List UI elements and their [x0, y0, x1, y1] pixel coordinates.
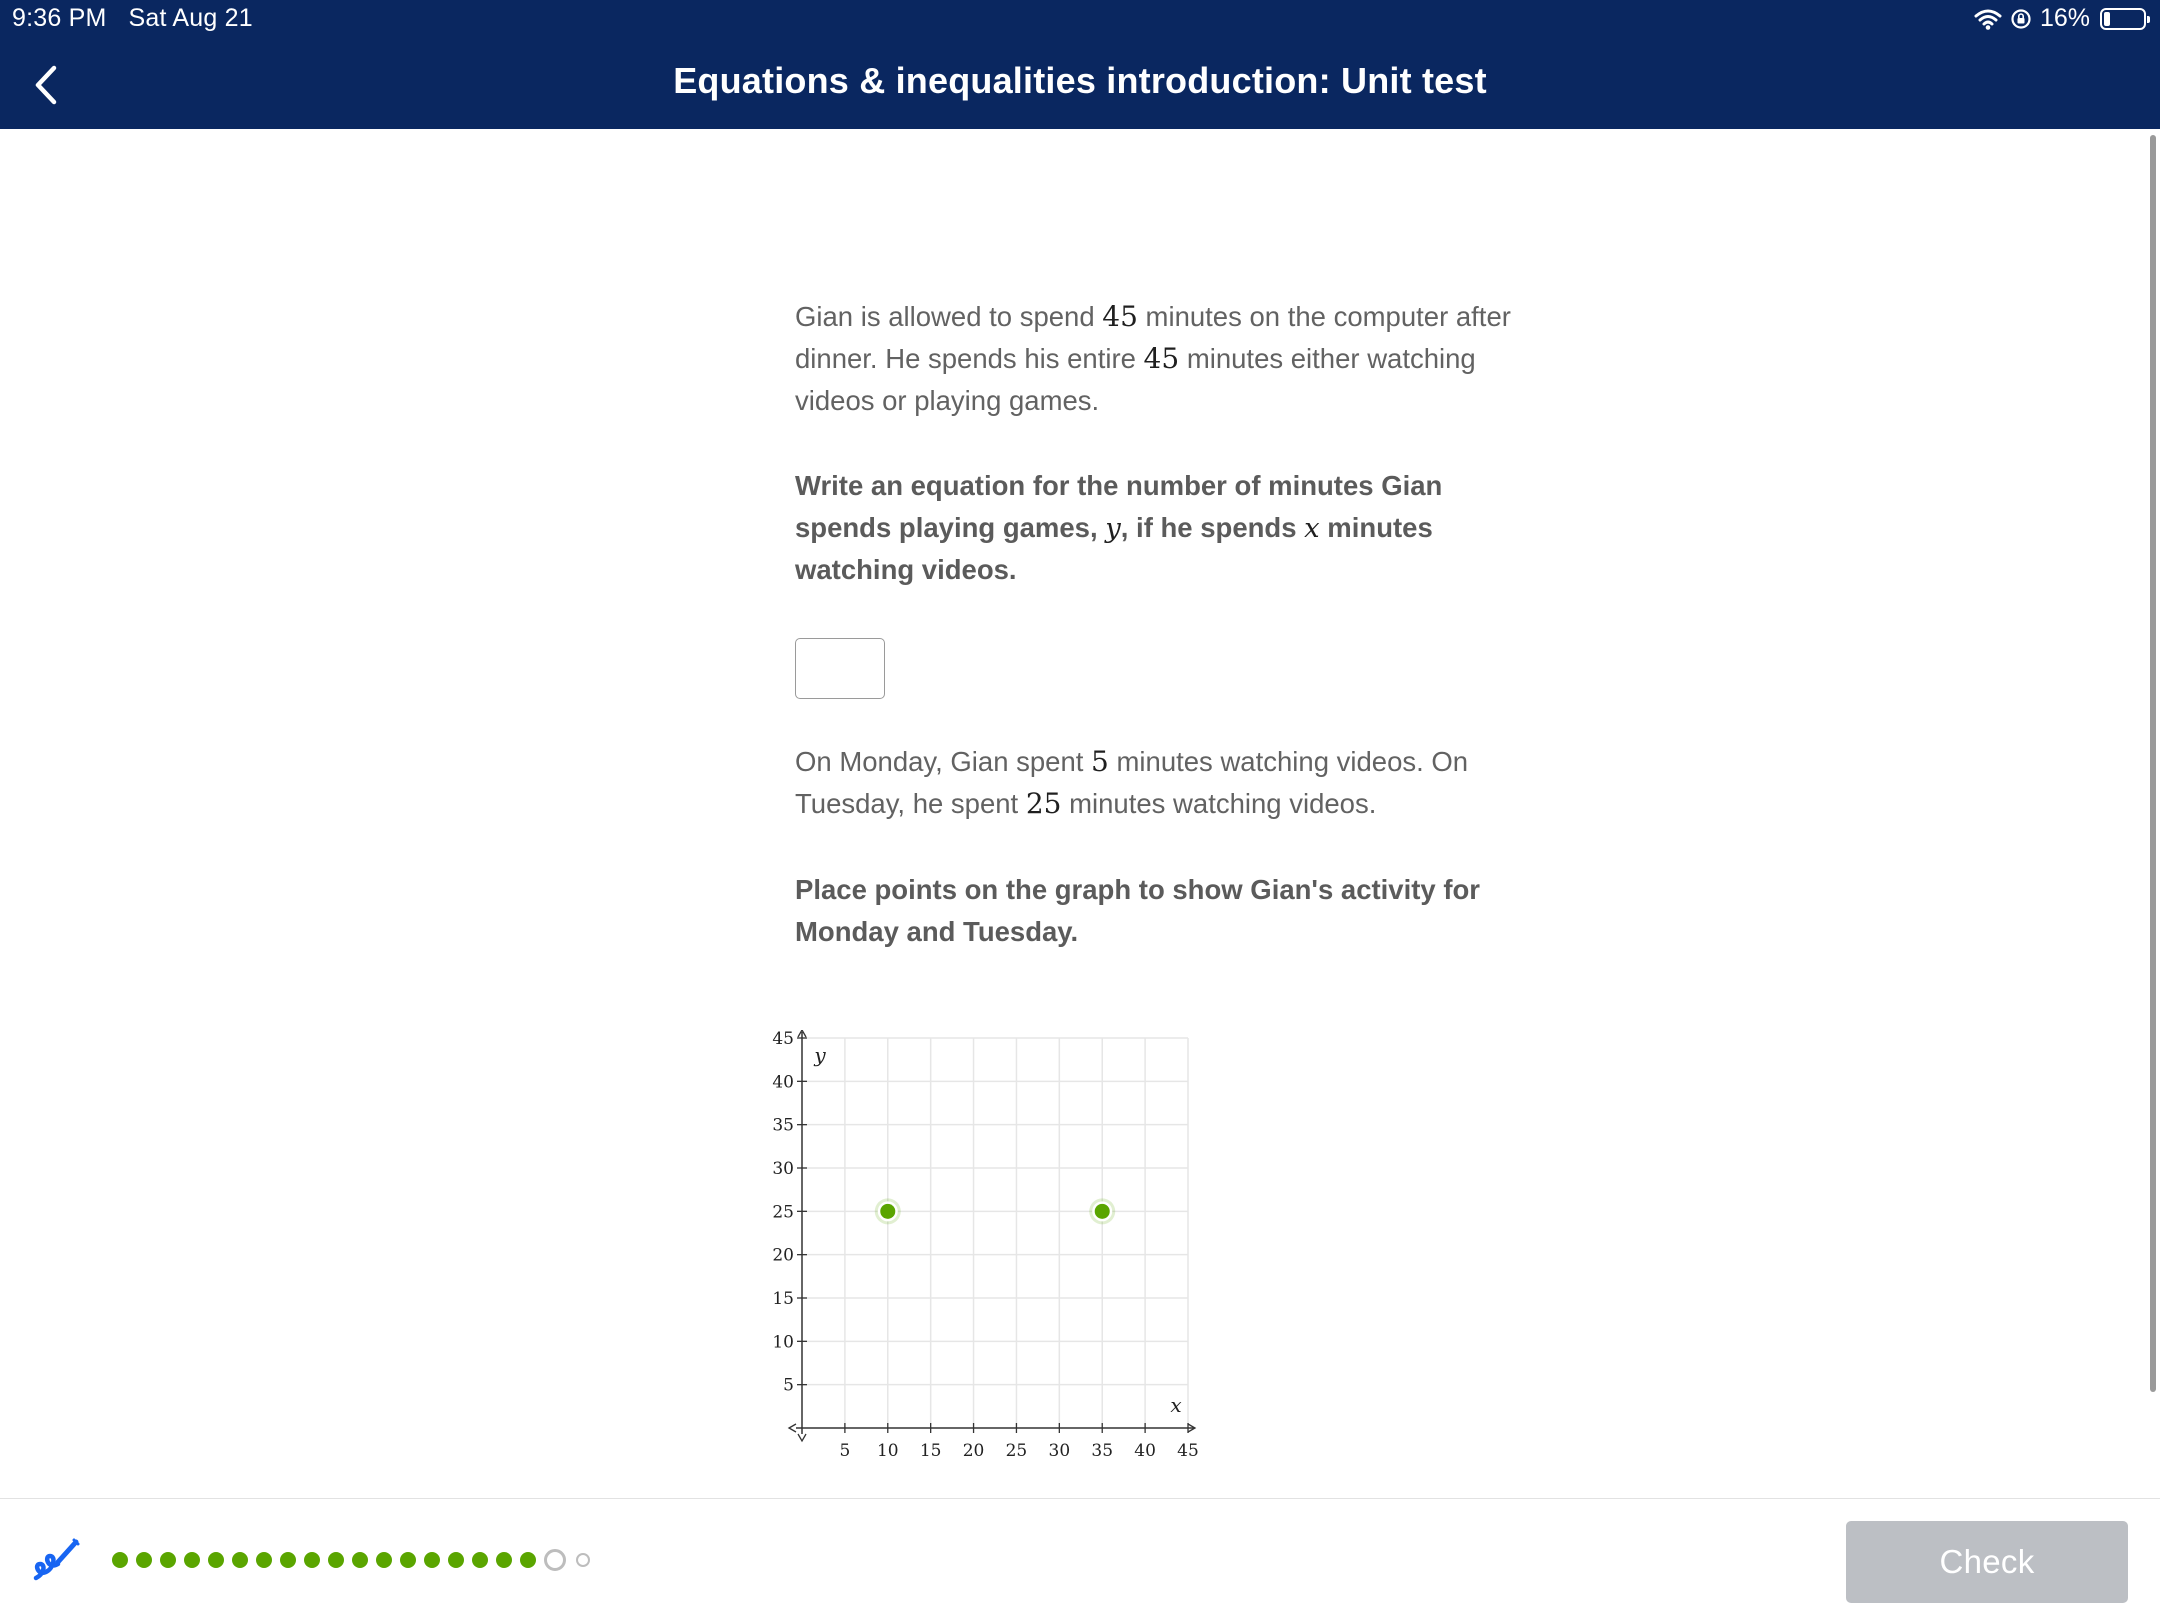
coordinate-graph[interactable]: [760, 1030, 1210, 1470]
battery-fill: [2104, 12, 2110, 26]
x-tick-label: 20: [962, 1441, 985, 1461]
y-tick-label: 25: [772, 1202, 794, 1223]
progress-dot-completed: [328, 1552, 344, 1568]
progress-dot-completed: [184, 1552, 200, 1568]
x-tick-label: 10: [876, 1441, 899, 1461]
page-title: Equations & inequalities introduction: Unit test: [673, 60, 1487, 101]
progress-dot-completed: [400, 1552, 416, 1568]
scrollbar[interactable]: [2150, 135, 2156, 1392]
equation-answer-input[interactable]: [795, 638, 885, 699]
x-tick-label: 40: [1134, 1441, 1156, 1461]
graph-point[interactable]: [1095, 1204, 1110, 1219]
x-axis-arrow-negative: [789, 1424, 796, 1432]
x-axis-label: x: [1170, 1393, 1182, 1417]
progress-dot-completed: [448, 1552, 464, 1568]
math-number: 45: [1143, 342, 1180, 375]
progress-dot-completed: [472, 1552, 488, 1568]
math-number: 25: [1025, 787, 1062, 820]
progress-dot-completed: [160, 1552, 176, 1568]
progress-dot-current: [544, 1549, 566, 1571]
x-tick-label: 15: [919, 1441, 942, 1461]
x-tick-label: 25: [1005, 1441, 1028, 1461]
y-axis-label: y: [814, 1043, 826, 1067]
top-bar: [0, 0, 2160, 129]
math-variable: y: [1105, 512, 1121, 544]
y-tick-label: 10: [772, 1332, 794, 1353]
footer-divider: [0, 1498, 2160, 1499]
progress-dot-completed: [256, 1552, 272, 1568]
progress-dot-completed: [520, 1552, 536, 1568]
question-content: [795, 296, 1515, 953]
status-bar-right: [1974, 4, 2146, 33]
orientation-lock-icon: [2010, 8, 2032, 30]
math-number: 5: [1091, 745, 1109, 778]
progress-dot-completed: [280, 1552, 296, 1568]
math-variable: x: [1304, 512, 1320, 544]
progress-dot-completed: [376, 1552, 392, 1568]
check-button[interactable]: Check: [1846, 1521, 2128, 1603]
y-tick-label: 40: [772, 1072, 794, 1093]
progress-dot-completed: [424, 1552, 440, 1568]
scenario-text: On Monday, Gian spent 5 minutes watching videos. On Tuesday, he spent 25 minutes watching videos.: [795, 745, 1469, 820]
wifi-icon: [1974, 8, 2002, 30]
x-tick-label: 35: [1091, 1441, 1114, 1461]
pencil-scribble-icon: [30, 1534, 82, 1586]
progress-dot-pending: [576, 1553, 590, 1567]
status-time: 9:36 PM: [12, 4, 107, 32]
y-tick-label: 15: [772, 1289, 794, 1309]
y-tick-label: 45: [772, 1030, 794, 1049]
progress-indicator: [112, 1548, 598, 1572]
graph-canvas[interactable]: [760, 1030, 1210, 1470]
progress-dot-completed: [232, 1552, 248, 1568]
y-axis-arrow-negative: [798, 1434, 806, 1441]
x-tick-label: 45: [1177, 1441, 1199, 1461]
y-tick-label: 5: [783, 1375, 794, 1396]
y-tick-label: 30: [772, 1159, 794, 1179]
math-number: 45: [1102, 300, 1138, 333]
y-tick-label: 20: [772, 1245, 794, 1266]
status-bar-left: [12, 4, 275, 33]
battery-percent: 16%: [2039, 4, 2090, 32]
graph-prompt: Place points on the graph to show Gian's activity for Monday and Tuesday.: [795, 874, 1480, 947]
y-tick-label: 35: [772, 1115, 794, 1136]
progress-dot-completed: [304, 1552, 320, 1568]
progress-dot-completed: [208, 1552, 224, 1568]
progress-dot-completed: [136, 1552, 152, 1568]
problem-statement: Gian is allowed to spend 45 minutes on the computer after dinner. He spends his entire 45 minutes either watching videos or playing games.: [795, 300, 1511, 416]
progress-dot-completed: [112, 1552, 128, 1568]
battery-icon: [2100, 8, 2146, 30]
progress-dot-completed: [496, 1552, 512, 1568]
graph-point[interactable]: [880, 1204, 895, 1219]
x-tick-label: 30: [1048, 1441, 1071, 1461]
progress-dot-completed: [352, 1552, 368, 1568]
equation-prompt: Write an equation for the number of minutes Gian spends playing games, y, if he spends x minutes watching videos.: [795, 470, 1443, 585]
x-tick-label: 5: [839, 1441, 851, 1461]
status-date: Sat Aug 21: [128, 4, 253, 32]
scratchpad-button[interactable]: [30, 1534, 82, 1586]
